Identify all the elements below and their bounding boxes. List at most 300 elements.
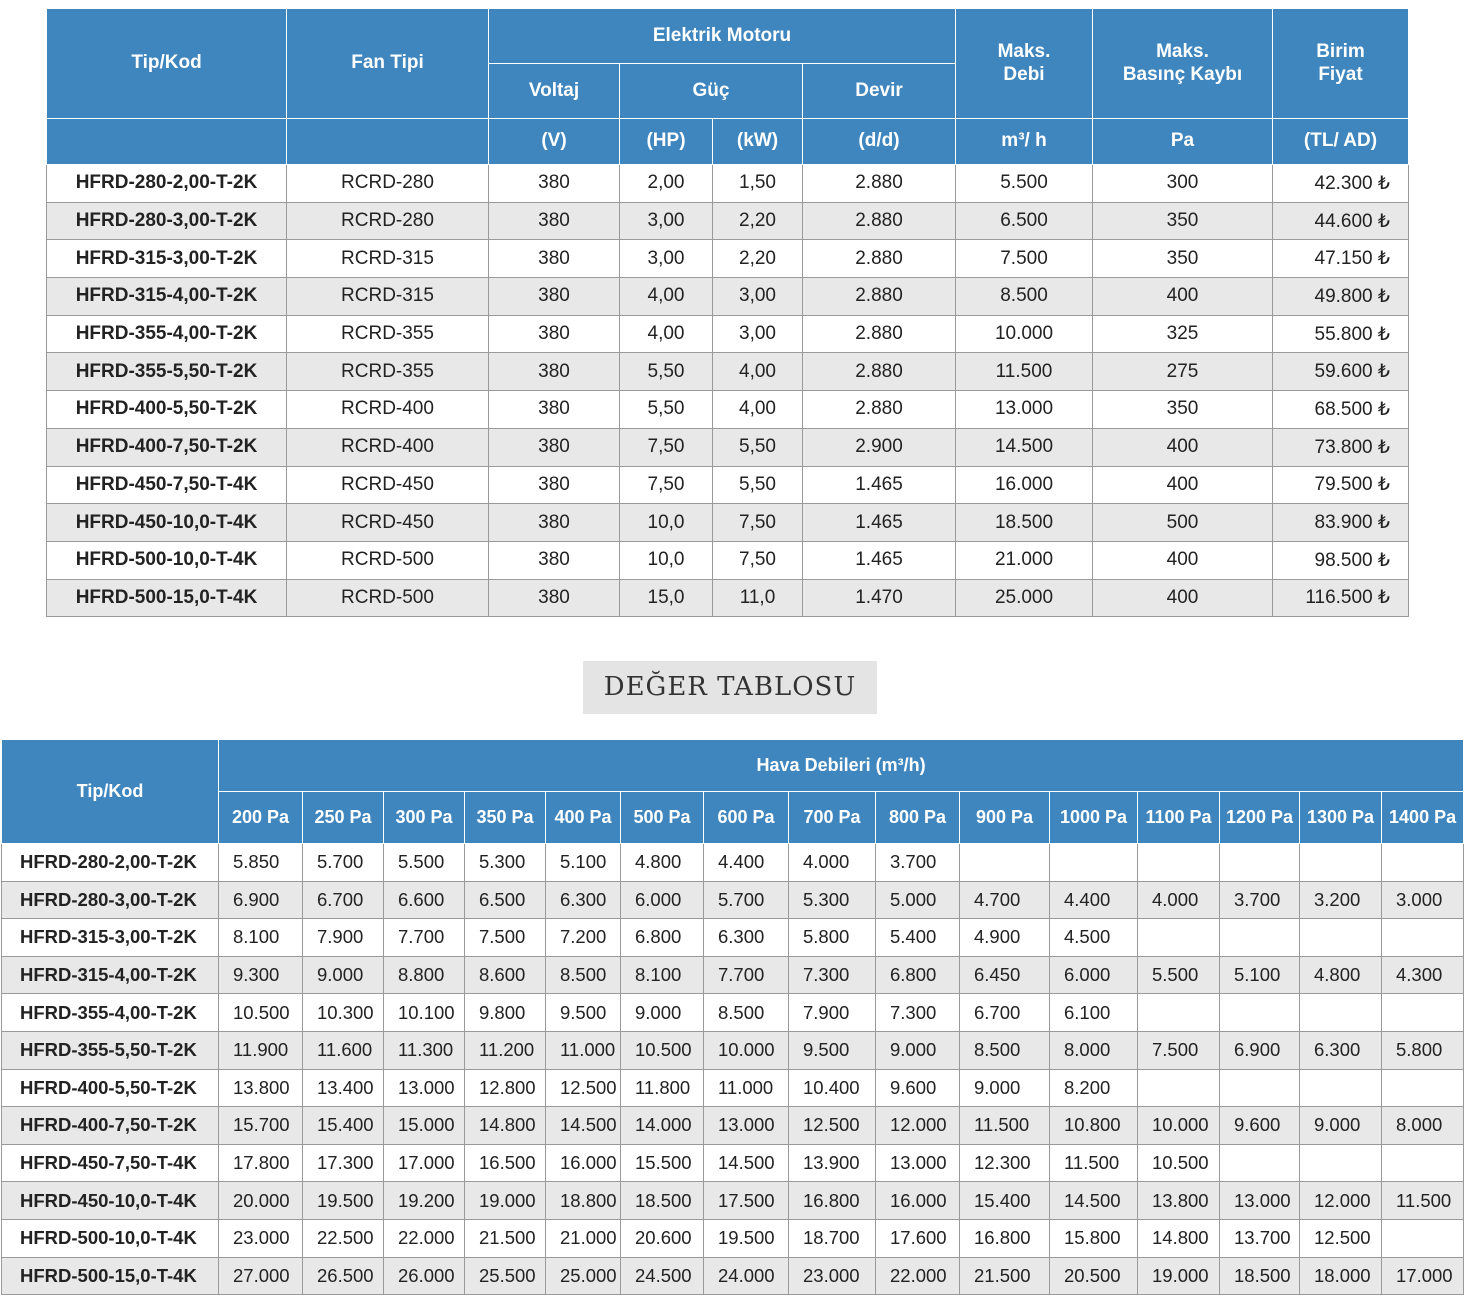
pressure-header: 700 Pa xyxy=(789,792,876,844)
airflow-cell: 6.500 xyxy=(465,881,546,919)
hp-cell: 4,00 xyxy=(620,315,713,353)
devir-cell: 2.880 xyxy=(803,391,956,429)
table-row xyxy=(2,956,1464,994)
tip-kod-cell: HFRD-400-7,50-T-2K xyxy=(47,428,287,466)
airflow-cell: 7.900 xyxy=(303,919,384,957)
airflow-cell: 14.800 xyxy=(465,1107,546,1145)
tip-kod-cell: HFRD-280-2,00-T-2K xyxy=(47,165,287,203)
basinc-cell: 400 xyxy=(1093,466,1273,504)
debi-cell: 13.000 xyxy=(956,391,1093,429)
airflow-cell: 4.800 xyxy=(621,844,704,882)
airflow-cell xyxy=(1220,919,1300,957)
airflow-cell: 16.800 xyxy=(789,1182,876,1220)
tip-kod-cell: HFRD-280-3,00-T-2K xyxy=(2,881,219,919)
airflow-cell: 5.100 xyxy=(546,844,621,882)
debi-cell: 6.500 xyxy=(956,202,1093,240)
table-row xyxy=(47,353,1409,391)
voltaj-cell: 380 xyxy=(489,315,620,353)
hp-cell: 7,50 xyxy=(620,466,713,504)
kw-cell: 11,0 xyxy=(713,579,803,617)
header-guc: Güç xyxy=(620,64,803,119)
voltaj-cell: 380 xyxy=(489,504,620,542)
tip-kod-cell: HFRD-315-4,00-T-2K xyxy=(47,278,287,316)
airflow-cell: 6.450 xyxy=(960,956,1050,994)
airflow-cell: 16.500 xyxy=(465,1144,546,1182)
airflow-cell: 10.000 xyxy=(1138,1107,1220,1145)
airflow-cell xyxy=(1382,919,1464,957)
tip-kod-cell: HFRD-400-7,50-T-2K xyxy=(2,1107,219,1145)
price-table-body xyxy=(47,165,1409,617)
airflow-cell: 7.300 xyxy=(876,994,960,1032)
airflow-cell: 9.000 xyxy=(1300,1107,1382,1145)
airflow-cell: 6.900 xyxy=(219,881,303,919)
kw-cell: 5,50 xyxy=(713,466,803,504)
airflow-cell: 18.500 xyxy=(621,1182,704,1220)
airflow-cell: 7.500 xyxy=(465,919,546,957)
airflow-cell: 10.500 xyxy=(1138,1144,1220,1182)
airflow-cell: 25.500 xyxy=(465,1257,546,1295)
debi-cell: 5.500 xyxy=(956,165,1093,203)
table-row xyxy=(47,278,1409,316)
table-row xyxy=(2,881,1464,919)
table-row xyxy=(47,466,1409,504)
airflow-cell: 22.500 xyxy=(303,1219,384,1257)
devir-cell: 2.900 xyxy=(803,428,956,466)
airflow-cell: 13.000 xyxy=(1220,1182,1300,1220)
unit-dd: (d/d) xyxy=(803,119,956,165)
airflow-cell: 17.500 xyxy=(704,1182,789,1220)
pressure-header: 200 Pa xyxy=(219,792,303,844)
unit-kw: (kW) xyxy=(713,119,803,165)
airflow-cell xyxy=(1382,1144,1464,1182)
fan-tipi-cell: RCRD-400 xyxy=(287,391,489,429)
airflow-cell: 4.400 xyxy=(1050,881,1138,919)
fan-tipi-cell: RCRD-280 xyxy=(287,165,489,203)
table-row xyxy=(2,1031,1464,1069)
table-row xyxy=(47,504,1409,542)
airflow-cell: 15.400 xyxy=(960,1182,1050,1220)
tip-kod-cell: HFRD-400-5,50-T-2K xyxy=(47,391,287,429)
airflow-cell: 4.800 xyxy=(1300,956,1382,994)
pressure-header: 1100 Pa xyxy=(1138,792,1220,844)
airflow-cell: 17.000 xyxy=(384,1144,465,1182)
airflow-cell: 11.200 xyxy=(465,1031,546,1069)
airflow-cell: 5.800 xyxy=(789,919,876,957)
fan-tipi-cell: RCRD-400 xyxy=(287,428,489,466)
table-row xyxy=(2,1069,1464,1107)
basinc-cell: 300 xyxy=(1093,165,1273,203)
airflow-cell: 6.800 xyxy=(876,956,960,994)
table-row xyxy=(2,844,1464,882)
tip-kod-cell: HFRD-400-5,50-T-2K xyxy=(2,1069,219,1107)
hp-cell: 3,00 xyxy=(620,240,713,278)
hp-cell: 2,00 xyxy=(620,165,713,203)
airflow-cell: 5.100 xyxy=(1220,956,1300,994)
airflow-cell: 8.600 xyxy=(465,956,546,994)
hp-cell: 5,50 xyxy=(620,353,713,391)
table-row xyxy=(2,994,1464,1032)
unit-price: (TL/ AD) xyxy=(1273,119,1409,165)
tip-kod-cell: HFRD-500-10,0-T-4K xyxy=(47,541,287,579)
airflow-cell: 13.800 xyxy=(1138,1182,1220,1220)
airflow-cell: 13.000 xyxy=(704,1107,789,1145)
fan-tipi-cell: RCRD-280 xyxy=(287,202,489,240)
debi-cell: 11.500 xyxy=(956,353,1093,391)
voltaj-cell: 380 xyxy=(489,466,620,504)
airflow-cell xyxy=(1220,1144,1300,1182)
fan-tipi-cell: RCRD-450 xyxy=(287,466,489,504)
pressure-header: 500 Pa xyxy=(621,792,704,844)
basinc-cell: 350 xyxy=(1093,240,1273,278)
price-cell: 116.500 ₺ xyxy=(1273,579,1409,617)
airflow-cell: 9.800 xyxy=(465,994,546,1032)
airflow-cell: 14.000 xyxy=(621,1107,704,1145)
airflow-cell: 5.300 xyxy=(465,844,546,882)
devir-cell: 2.880 xyxy=(803,202,956,240)
airflow-cell: 5.500 xyxy=(384,844,465,882)
airflow-cell: 18.500 xyxy=(1220,1257,1300,1295)
airflow-cell: 8.800 xyxy=(384,956,465,994)
airflow-cell xyxy=(1382,994,1464,1032)
price-cell: 79.500 ₺ xyxy=(1273,466,1409,504)
kw-cell: 7,50 xyxy=(713,504,803,542)
unit-debi: m³/ h xyxy=(956,119,1093,165)
airflow-cell: 21.500 xyxy=(465,1219,546,1257)
tip-kod-cell: HFRD-315-3,00-T-2K xyxy=(47,240,287,278)
airflow-cell: 15.000 xyxy=(384,1107,465,1145)
pressure-header: 1300 Pa xyxy=(1300,792,1382,844)
hp-cell: 3,00 xyxy=(620,202,713,240)
hp-cell: 10,0 xyxy=(620,504,713,542)
pressure-header: 350 Pa xyxy=(465,792,546,844)
airflow-cell: 11.900 xyxy=(219,1031,303,1069)
price-cell: 83.900 ₺ xyxy=(1273,504,1409,542)
airflow-cell: 4.500 xyxy=(1050,919,1138,957)
voltaj-cell: 380 xyxy=(489,278,620,316)
tip-kod-cell: HFRD-450-10,0-T-4K xyxy=(2,1182,219,1220)
pressure-header: 250 Pa xyxy=(303,792,384,844)
airflow-cell: 12.500 xyxy=(789,1107,876,1145)
unit-pa: Pa xyxy=(1093,119,1273,165)
airflow-cell: 14.500 xyxy=(704,1144,789,1182)
airflow-cell: 8.500 xyxy=(960,1031,1050,1069)
voltaj-cell: 380 xyxy=(489,541,620,579)
fan-tipi-cell: RCRD-450 xyxy=(287,504,489,542)
tip-kod-cell: HFRD-450-10,0-T-4K xyxy=(47,504,287,542)
voltaj-cell: 380 xyxy=(489,579,620,617)
fan-tipi-cell: RCRD-355 xyxy=(287,353,489,391)
airflow-cell xyxy=(1300,844,1382,882)
header-birim-fiyat: Birim Fiyat xyxy=(1273,9,1409,119)
airflow-cell: 11.800 xyxy=(621,1069,704,1107)
airflow-cell: 10.000 xyxy=(704,1031,789,1069)
airflow-cell: 10.100 xyxy=(384,994,465,1032)
devir-cell: 2.880 xyxy=(803,353,956,391)
header-fan-tipi: Fan Tipi xyxy=(287,9,489,119)
airflow-cell: 12.000 xyxy=(1300,1182,1382,1220)
devir-cell: 1.465 xyxy=(803,504,956,542)
airflow-cell: 13.400 xyxy=(303,1069,384,1107)
airflow-cell: 4.300 xyxy=(1382,956,1464,994)
kw-cell: 4,00 xyxy=(713,391,803,429)
voltaj-cell: 380 xyxy=(489,240,620,278)
airflow-cell: 19.000 xyxy=(465,1182,546,1220)
airflow-cell: 8.200 xyxy=(1050,1069,1138,1107)
basinc-cell: 350 xyxy=(1093,391,1273,429)
airflow-cell: 4.700 xyxy=(960,881,1050,919)
airflow-cell: 11.500 xyxy=(1382,1182,1464,1220)
airflow-cell: 15.800 xyxy=(1050,1219,1138,1257)
table-row xyxy=(47,240,1409,278)
value-table xyxy=(1,739,1464,1295)
airflow-cell: 18.700 xyxy=(789,1219,876,1257)
tip-kod-cell: HFRD-355-5,50-T-2K xyxy=(47,353,287,391)
kw-cell: 3,00 xyxy=(713,315,803,353)
hp-cell: 5,50 xyxy=(620,391,713,429)
tip-kod-cell: HFRD-280-3,00-T-2K xyxy=(47,202,287,240)
airflow-cell: 26.500 xyxy=(303,1257,384,1295)
airflow-cell: 13.700 xyxy=(1220,1219,1300,1257)
devir-cell: 1.465 xyxy=(803,541,956,579)
voltaj-cell: 380 xyxy=(489,165,620,203)
airflow-cell: 9.600 xyxy=(876,1069,960,1107)
basinc-cell: 350 xyxy=(1093,202,1273,240)
airflow-cell: 5.000 xyxy=(876,881,960,919)
airflow-cell: 11.000 xyxy=(546,1031,621,1069)
price-cell: 49.800 ₺ xyxy=(1273,278,1409,316)
table-row xyxy=(2,1144,1464,1182)
header-tip-kod: Tip/Kod xyxy=(47,9,287,119)
airflow-cell: 11.000 xyxy=(704,1069,789,1107)
table-row xyxy=(47,541,1409,579)
airflow-cell: 13.000 xyxy=(876,1144,960,1182)
section-title: DEĞER TABLOSU xyxy=(583,661,877,714)
airflow-cell: 11.600 xyxy=(303,1031,384,1069)
airflow-cell: 9.000 xyxy=(621,994,704,1032)
airflow-cell xyxy=(1382,844,1464,882)
fan-tipi-cell: RCRD-355 xyxy=(287,315,489,353)
kw-cell: 4,00 xyxy=(713,353,803,391)
unit-blank xyxy=(47,119,287,165)
airflow-cell: 9.000 xyxy=(303,956,384,994)
airflow-cell xyxy=(1138,994,1220,1032)
basinc-cell: 400 xyxy=(1093,428,1273,466)
airflow-cell: 15.500 xyxy=(621,1144,704,1182)
airflow-cell: 18.000 xyxy=(1300,1257,1382,1295)
airflow-cell: 20.600 xyxy=(621,1219,704,1257)
table-row xyxy=(47,428,1409,466)
airflow-cell: 10.500 xyxy=(219,994,303,1032)
airflow-cell: 23.000 xyxy=(219,1219,303,1257)
airflow-cell: 6.300 xyxy=(704,919,789,957)
voltaj-cell: 380 xyxy=(489,202,620,240)
airflow-cell: 7.900 xyxy=(789,994,876,1032)
airflow-cell: 17.800 xyxy=(219,1144,303,1182)
airflow-cell: 27.000 xyxy=(219,1257,303,1295)
airflow-cell: 10.500 xyxy=(621,1031,704,1069)
devir-cell: 2.880 xyxy=(803,165,956,203)
basinc-cell: 500 xyxy=(1093,504,1273,542)
tip-kod-cell: HFRD-450-7,50-T-4K xyxy=(2,1144,219,1182)
table-row xyxy=(47,315,1409,353)
airflow-cell: 26.000 xyxy=(384,1257,465,1295)
table-row xyxy=(2,1107,1464,1145)
airflow-cell: 5.400 xyxy=(876,919,960,957)
table-row xyxy=(47,165,1409,203)
devir-cell: 1.470 xyxy=(803,579,956,617)
pressure-header: 1400 Pa xyxy=(1382,792,1464,844)
fan-tipi-cell: RCRD-500 xyxy=(287,541,489,579)
table-row xyxy=(2,919,1464,957)
header-maks-debi: Maks. Debi xyxy=(956,9,1093,119)
hp-cell: 7,50 xyxy=(620,428,713,466)
airflow-cell: 8.100 xyxy=(621,956,704,994)
airflow-cell xyxy=(1138,844,1220,882)
airflow-cell: 16.000 xyxy=(546,1144,621,1182)
airflow-cell: 19.200 xyxy=(384,1182,465,1220)
price-cell: 73.800 ₺ xyxy=(1273,428,1409,466)
airflow-cell: 4.000 xyxy=(789,844,876,882)
devir-cell: 2.880 xyxy=(803,240,956,278)
airflow-cell: 20.500 xyxy=(1050,1257,1138,1295)
airflow-cell xyxy=(1220,844,1300,882)
airflow-cell xyxy=(1300,919,1382,957)
tip-kod-cell: HFRD-355-4,00-T-2K xyxy=(47,315,287,353)
pressure-header: 800 Pa xyxy=(876,792,960,844)
hp-cell: 15,0 xyxy=(620,579,713,617)
airflow-cell: 10.300 xyxy=(303,994,384,1032)
airflow-cell xyxy=(1300,1144,1382,1182)
price-cell: 59.600 ₺ xyxy=(1273,353,1409,391)
airflow-cell: 17.300 xyxy=(303,1144,384,1182)
airflow-cell: 9.300 xyxy=(219,956,303,994)
table-row xyxy=(47,579,1409,617)
airflow-cell: 4.900 xyxy=(960,919,1050,957)
airflow-cell: 14.800 xyxy=(1138,1219,1220,1257)
airflow-cell: 14.500 xyxy=(1050,1182,1138,1220)
airflow-cell: 6.300 xyxy=(546,881,621,919)
hp-cell: 4,00 xyxy=(620,278,713,316)
airflow-cell: 5.300 xyxy=(789,881,876,919)
airflow-cell: 8.000 xyxy=(1050,1031,1138,1069)
tip-kod-cell: HFRD-500-15,0-T-4K xyxy=(2,1257,219,1295)
table-row xyxy=(2,1182,1464,1220)
airflow-cell: 8.000 xyxy=(1382,1107,1464,1145)
airflow-cell: 17.000 xyxy=(1382,1257,1464,1295)
airflow-cell: 10.400 xyxy=(789,1069,876,1107)
airflow-cell: 6.800 xyxy=(621,919,704,957)
airflow-cell: 3.000 xyxy=(1382,881,1464,919)
airflow-cell xyxy=(1300,1069,1382,1107)
tip-kod-cell: HFRD-500-15,0-T-4K xyxy=(47,579,287,617)
airflow-cell: 11.500 xyxy=(1050,1144,1138,1182)
airflow-cell: 8.100 xyxy=(219,919,303,957)
airflow-cell: 16.000 xyxy=(876,1182,960,1220)
airflow-cell: 12.500 xyxy=(546,1069,621,1107)
airflow-cell: 5.500 xyxy=(1138,956,1220,994)
tip-kod-cell: HFRD-355-5,50-T-2K xyxy=(2,1031,219,1069)
airflow-cell: 23.000 xyxy=(789,1257,876,1295)
airflow-cell: 15.700 xyxy=(219,1107,303,1145)
airflow-cell: 18.800 xyxy=(546,1182,621,1220)
airflow-cell xyxy=(1382,1219,1464,1257)
kw-cell: 1,50 xyxy=(713,165,803,203)
basinc-cell: 275 xyxy=(1093,353,1273,391)
airflow-cell: 22.000 xyxy=(876,1257,960,1295)
tip-kod-cell: HFRD-315-4,00-T-2K xyxy=(2,956,219,994)
devir-cell: 2.880 xyxy=(803,315,956,353)
voltaj-cell: 380 xyxy=(489,391,620,429)
price-cell: 44.600 ₺ xyxy=(1273,202,1409,240)
airflow-cell: 21.000 xyxy=(546,1219,621,1257)
airflow-cell: 7.300 xyxy=(789,956,876,994)
airflow-cell: 5.850 xyxy=(219,844,303,882)
pressure-header: 300 Pa xyxy=(384,792,465,844)
airflow-cell: 6.300 xyxy=(1300,1031,1382,1069)
airflow-cell: 12.000 xyxy=(876,1107,960,1145)
airflow-cell: 24.500 xyxy=(621,1257,704,1295)
tip-kod-cell: HFRD-450-7,50-T-4K xyxy=(47,466,287,504)
basinc-cell: 400 xyxy=(1093,541,1273,579)
airflow-cell: 9.500 xyxy=(789,1031,876,1069)
fan-tipi-cell: RCRD-315 xyxy=(287,240,489,278)
airflow-cell: 7.500 xyxy=(1138,1031,1220,1069)
debi-cell: 7.500 xyxy=(956,240,1093,278)
airflow-cell: 12.300 xyxy=(960,1144,1050,1182)
pressure-header: 1000 Pa xyxy=(1050,792,1138,844)
table-row xyxy=(2,1219,1464,1257)
airflow-cell xyxy=(960,844,1050,882)
airflow-cell: 13.900 xyxy=(789,1144,876,1182)
airflow-cell: 19.000 xyxy=(1138,1257,1220,1295)
kw-cell: 3,00 xyxy=(713,278,803,316)
airflow-cell: 25.000 xyxy=(546,1257,621,1295)
devir-cell: 1.465 xyxy=(803,466,956,504)
airflow-cell: 19.500 xyxy=(704,1219,789,1257)
header-voltaj: Voltaj xyxy=(489,64,620,119)
table-row xyxy=(47,202,1409,240)
kw-cell: 7,50 xyxy=(713,541,803,579)
debi-cell: 14.500 xyxy=(956,428,1093,466)
airflow-cell: 3.700 xyxy=(1220,881,1300,919)
airflow-cell xyxy=(1382,1069,1464,1107)
airflow-cell: 5.700 xyxy=(704,881,789,919)
airflow-cell: 6.100 xyxy=(1050,994,1138,1032)
airflow-cell: 24.000 xyxy=(704,1257,789,1295)
airflow-cell: 9.500 xyxy=(546,994,621,1032)
airflow-cell: 7.700 xyxy=(704,956,789,994)
table-row xyxy=(47,391,1409,429)
airflow-cell xyxy=(1300,994,1382,1032)
kw-cell: 2,20 xyxy=(713,240,803,278)
tip-kod-cell: HFRD-280-2,00-T-2K xyxy=(2,844,219,882)
debi-cell: 21.000 xyxy=(956,541,1093,579)
airflow-cell: 21.500 xyxy=(960,1257,1050,1295)
basinc-cell: 325 xyxy=(1093,315,1273,353)
airflow-cell: 12.500 xyxy=(1300,1219,1382,1257)
pressure-header: 400 Pa xyxy=(546,792,621,844)
hp-cell: 10,0 xyxy=(620,541,713,579)
voltaj-cell: 380 xyxy=(489,353,620,391)
airflow-cell xyxy=(1138,919,1220,957)
airflow-cell: 6.000 xyxy=(621,881,704,919)
airflow-cell: 6.900 xyxy=(1220,1031,1300,1069)
unit-blank xyxy=(287,119,489,165)
airflow-cell: 22.000 xyxy=(384,1219,465,1257)
airflow-cell xyxy=(1050,844,1138,882)
airflow-cell: 5.800 xyxy=(1382,1031,1464,1069)
header-hava-debileri: Hava Debileri (m³/h) xyxy=(219,740,1464,792)
